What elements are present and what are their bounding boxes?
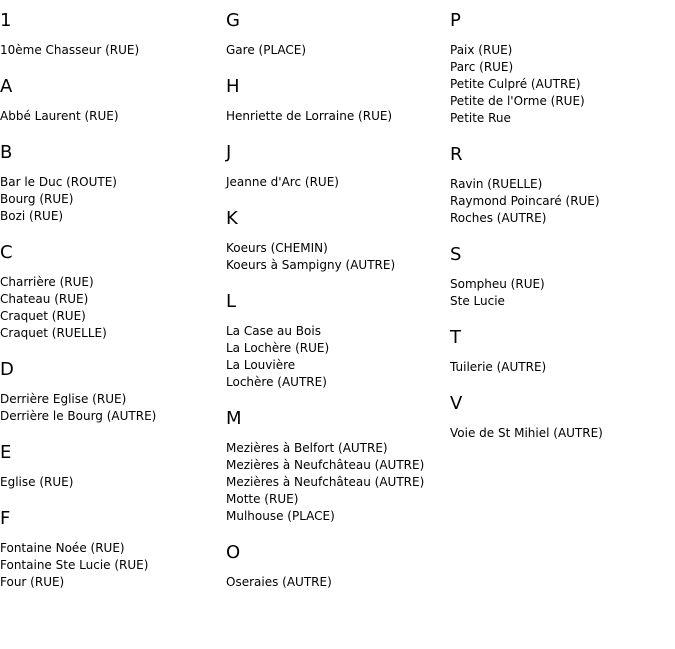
- street-item[interactable]: Lochère (AUTRE): [226, 375, 327, 389]
- street-item[interactable]: Roches (AUTRE): [450, 211, 547, 225]
- street-item[interactable]: Four (RUE): [0, 575, 65, 589]
- street-list: [450, 176, 675, 227]
- letter-group: [226, 10, 451, 59]
- letter-heading: S: [450, 244, 462, 265]
- index-column: [0, 0, 225, 608]
- street-item[interactable]: Voie de St Mihiel (AUTRE): [450, 426, 603, 440]
- street-item[interactable]: Petite de l'Orme (RUE): [450, 94, 585, 108]
- letter-heading: A: [0, 76, 13, 97]
- street-item[interactable]: Ste Lucie: [450, 294, 505, 308]
- street-item[interactable]: Ravin (RUELLE): [450, 177, 543, 191]
- street-item[interactable]: Paix (RUE): [450, 43, 513, 57]
- street-list: [226, 42, 451, 59]
- street-item[interactable]: Fontaine Noée (RUE): [0, 541, 125, 555]
- letter-group: [0, 76, 225, 125]
- street-item[interactable]: Mezières à Belfort (AUTRE): [226, 441, 388, 455]
- street-item[interactable]: La Louvière: [226, 358, 296, 372]
- street-item[interactable]: 10ème Chasseur (RUE): [0, 43, 140, 57]
- street-item[interactable]: Abbé Laurent (RUE): [0, 109, 119, 123]
- index-column: [450, 0, 675, 459]
- letter-group: [226, 291, 451, 391]
- street-item[interactable]: Charrière (RUE): [0, 275, 94, 289]
- street-list: [0, 108, 225, 125]
- letter-group: [450, 144, 675, 227]
- letter-heading: K: [226, 208, 238, 229]
- street-item[interactable]: Koeurs à Sampigny (AUTRE): [226, 258, 396, 272]
- street-item[interactable]: Derrière Eglise (RUE): [0, 392, 127, 406]
- street-list: [226, 323, 451, 391]
- street-item[interactable]: Henriette de Lorraine (RUE): [226, 109, 393, 123]
- street-list: [0, 42, 225, 59]
- letter-group: [226, 408, 451, 525]
- street-item[interactable]: Derrière le Bourg (AUTRE): [0, 409, 157, 423]
- street-list: [0, 391, 225, 425]
- street-item[interactable]: Bourg (RUE): [0, 192, 74, 206]
- letter-heading: O: [226, 542, 241, 563]
- street-item[interactable]: Tuilerie (AUTRE): [450, 360, 547, 374]
- street-item[interactable]: Craquet (RUE): [0, 309, 86, 323]
- street-item[interactable]: Koeurs (CHEMIN): [226, 241, 328, 255]
- letter-heading: G: [226, 10, 240, 31]
- street-list: [450, 276, 675, 310]
- street-item[interactable]: Eglise (RUE): [0, 475, 74, 489]
- letter-heading: D: [0, 359, 14, 380]
- letter-heading: 1: [0, 10, 12, 31]
- index-column: [226, 0, 451, 608]
- letter-heading: V: [450, 393, 463, 414]
- street-item[interactable]: Raymond Poincaré (RUE): [450, 194, 600, 208]
- street-item[interactable]: Jeanne d'Arc (RUE): [226, 175, 339, 189]
- letter-group: [450, 327, 675, 376]
- letter-heading: J: [226, 142, 232, 163]
- letter-heading: R: [450, 144, 463, 165]
- street-item[interactable]: Mezières à Neufchâteau (AUTRE): [226, 475, 425, 489]
- letter-heading: E: [0, 442, 12, 463]
- street-list: [0, 540, 225, 591]
- street-list: [226, 108, 451, 125]
- street-item[interactable]: Mezières à Neufchâteau (AUTRE): [226, 458, 425, 472]
- street-item[interactable]: Chateau (RUE): [0, 292, 89, 306]
- letter-heading: P: [450, 10, 461, 31]
- street-item[interactable]: La Lochère (RUE): [226, 341, 330, 355]
- street-item[interactable]: Petite Culpré (AUTRE): [450, 77, 581, 91]
- letter-group: [0, 242, 225, 342]
- street-item[interactable]: Bozi (RUE): [0, 209, 64, 223]
- street-list: [0, 274, 225, 342]
- letter-heading: C: [0, 242, 13, 263]
- street-list: [226, 240, 451, 274]
- letter-group: [0, 359, 225, 425]
- street-item[interactable]: Oseraies (AUTRE): [226, 575, 332, 589]
- street-item[interactable]: Petite Rue: [450, 111, 511, 125]
- street-item[interactable]: Craquet (RUELLE): [0, 326, 107, 340]
- letter-heading: M: [226, 408, 242, 429]
- letter-group: [226, 208, 451, 274]
- letter-group: [226, 142, 451, 191]
- letter-group: [0, 508, 225, 591]
- street-item[interactable]: Gare (PLACE): [226, 43, 307, 57]
- letter-heading: F: [0, 508, 11, 529]
- letter-group: [450, 244, 675, 310]
- street-list: [0, 174, 225, 225]
- letter-group: [0, 442, 225, 491]
- letter-group: [226, 542, 451, 591]
- letter-group: [0, 10, 225, 59]
- street-list: [450, 359, 675, 376]
- letter-heading: B: [0, 142, 13, 163]
- street-list: [226, 574, 451, 591]
- letter-heading: L: [226, 291, 237, 312]
- letter-group: [450, 393, 675, 442]
- letter-heading: H: [226, 76, 240, 97]
- letter-heading: T: [450, 327, 461, 348]
- street-item[interactable]: Mulhouse (PLACE): [226, 509, 335, 523]
- street-list: [0, 474, 225, 491]
- street-list: [226, 440, 451, 525]
- street-list: [450, 42, 675, 127]
- letter-group: [226, 76, 451, 125]
- street-item[interactable]: Motte (RUE): [226, 492, 299, 506]
- letter-group: [0, 142, 225, 225]
- letter-group: [450, 10, 675, 127]
- street-item[interactable]: La Case au Bois: [226, 324, 321, 338]
- street-list: [450, 425, 675, 442]
- street-item[interactable]: Sompheu (RUE): [450, 277, 545, 291]
- street-item[interactable]: Parc (RUE): [450, 60, 514, 74]
- street-list: [226, 174, 451, 191]
- street-item[interactable]: Fontaine Ste Lucie (RUE): [0, 558, 149, 572]
- street-item[interactable]: Bar le Duc (ROUTE): [0, 175, 117, 189]
